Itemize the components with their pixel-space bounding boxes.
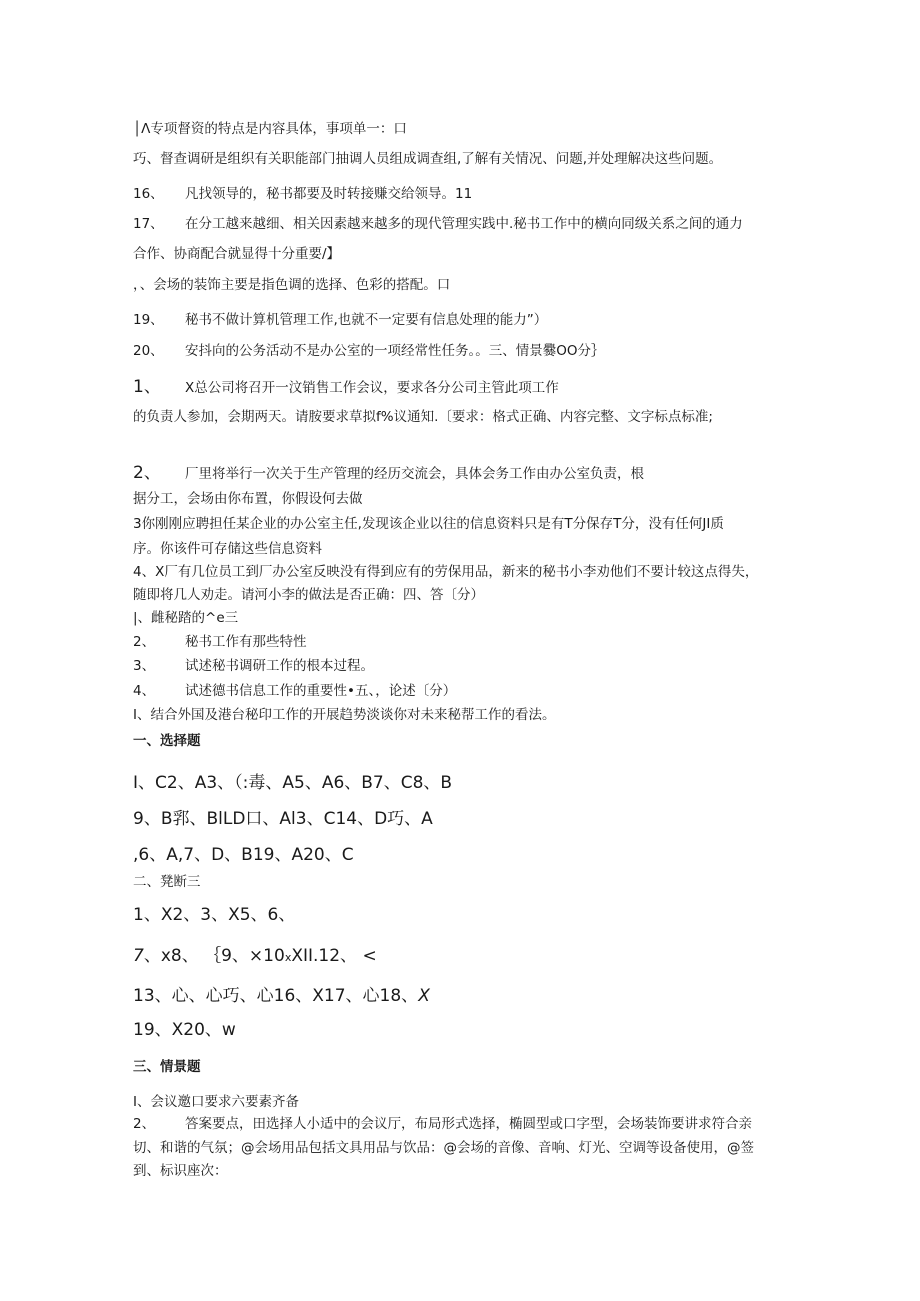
answer-judgment-row-2: 7、x8、 ｛9、×10xXII.12、 < — [133, 946, 377, 966]
scenario-question-2-cont: 据分工，会场由你布置，你假设何去做 — [133, 491, 363, 507]
essay-question-1: I、结合外国及港台秘印工作的开展趋势淡谈你对未来秘帮工作的看法。 — [133, 707, 556, 723]
scenario-question-4: 4、X厂有几位员工到厂办公室反映没有得到应有的劳保用品，新来的秘书小李劝他们不要计较这点得失， — [133, 564, 759, 580]
judgment-item-19: 19、 秘书不做计算机管理工作,也就不一定要有信息处理的能力”） — [133, 312, 548, 328]
short-answer-2: 2、 秘书工作有那些特性 — [133, 634, 307, 650]
scenario-question-3-cont: 序。你该件可存储这些信息资料 — [133, 541, 322, 557]
judgment-item-17: 17、 在分工越来越细、相关因素越来越多的现代管理实践中.秘书工作中的横向同级关系之间的通力 — [133, 216, 743, 232]
answer-scenario-1: I、会议邀口要求六要素齐备 — [133, 1094, 299, 1110]
answer-scenario-2-cont-2: 到、标识座次： — [133, 1163, 228, 1179]
judgment-item-18: ，、会场的装饰主要是指色调的选择、色彩的搭配。口 — [133, 277, 451, 293]
scenario-question-4-cont: 随即将几人劝走。请河小李的做法是否正确：四、答〔分） — [133, 587, 484, 603]
answer-heading-scenario: 三、情景题 — [133, 1059, 201, 1075]
scenario-question-2: 2、 厂里将举行一次关于生产管理的经历交流会，具体会务工作由办公室负责，根 — [133, 463, 644, 483]
answer-scenario-2: 2、 答案要点，田选择人小适中的会议厅，布局形式选择，椭圆型或口字型，会场装饰要讲求符合亲 — [133, 1116, 752, 1132]
answer-choice-row-3: ,6、A,7、D、B19、A20、C — [133, 845, 354, 865]
short-answer-3: 3、 试述秘书调研工作的根本过程。 — [133, 658, 374, 674]
short-answer-4: 4、 试述德书信息工作的重要性•五、，论述〔分） — [133, 683, 457, 699]
judgment-item-20: 20、 安抖向的公务活动不是办公室的一项经常性任务。。三、情景爨OO分｝ — [133, 343, 605, 359]
answer-choice-row-1: I、C2、A3、（:毒、A5、A6、B7、C8、B — [133, 773, 453, 793]
short-answer-1: |、雌秘踏的^e三 — [133, 610, 239, 626]
judgment-item-15: 巧、督查调研是组织有关职能部门抽调人员组成调查组,了解有关情况、问题,并处理解决这些问题。 — [133, 151, 723, 167]
answer-scenario-2-cont: 切、和谐的气氛；@会场用品包括文具用品与饮品：@会场的音像、音响、灯光、空调等设备使用，@签 — [133, 1140, 754, 1156]
judgment-item-16: 16、 凡找领导的，秘书都要及时转接赚交给领导。11 — [133, 186, 473, 202]
answer-choice-row-2: 9、B郛、BlLD口、Al3、C14、D巧、A — [133, 809, 433, 829]
answer-heading-choice: 一、选择题 — [133, 733, 201, 749]
answer-judgment-row-3: 13、心、心巧、心16、X17、心18、X — [133, 986, 430, 1006]
answer-judgment-row-4: 19、X20、w — [133, 1020, 236, 1040]
scenario-question-3: 3你刚刚应聘担任某企业的办公室主任,发现该企业以往的信息资料只是有T分保存T分，没有任何JI质 — [133, 516, 724, 532]
answer-heading-judgment: 二、凳断三 — [133, 874, 201, 890]
answer-judgment-row-1: 1、X2、3、X5、6、 — [133, 905, 296, 925]
scenario-question-1-cont: 的负责人参加，会期两天。请胺要求草拟f%议通知.〔要求：格式正确、内容完整、文字标点标准; — [133, 409, 713, 425]
judgment-item-14: │Λ专项督资的特点是内容具体，事项单一：口 — [133, 121, 407, 137]
scenario-question-1: 1、 X总公司将召开一汶销售工作会议，要求各分公司主管此项工作 — [133, 377, 559, 397]
judgment-item-17-cont: 合作、协商配合就显得十分重要/】 — [133, 246, 341, 262]
